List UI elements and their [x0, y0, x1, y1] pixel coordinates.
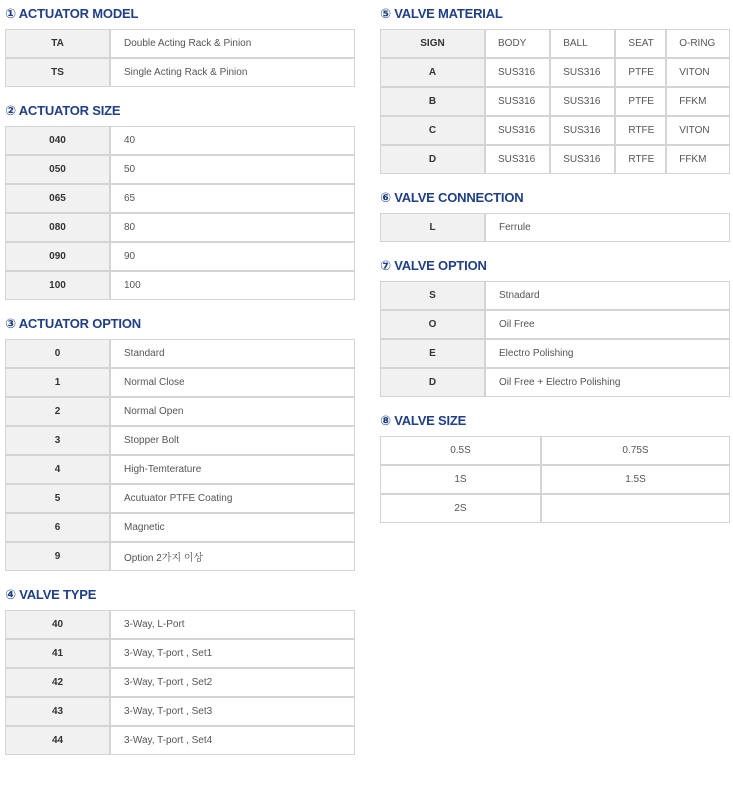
- code-cell: E: [380, 339, 485, 368]
- table-row: [5, 610, 355, 639]
- size-cell: 0.75S: [541, 436, 730, 465]
- ball-cell: SUS316: [550, 145, 615, 174]
- valve-size-table: [380, 436, 730, 523]
- body-cell: SUS316: [485, 58, 550, 87]
- desc-cell: Double Acting Rack & Pinion: [110, 29, 355, 58]
- table-row: [5, 271, 355, 300]
- desc-cell: Electro Polishing: [485, 339, 730, 368]
- desc-cell: Acutuator PTFE Coating: [110, 484, 355, 513]
- valve-type-table: [5, 610, 355, 755]
- actuator-option-table: [5, 339, 355, 571]
- valve-option-title: ⑦ VALVE OPTION: [380, 258, 487, 273]
- code-cell: 090: [5, 242, 110, 271]
- right-column: [380, 0, 730, 523]
- code-cell: L: [380, 213, 485, 242]
- desc-cell: Standard: [110, 339, 355, 368]
- valve-option-table: [380, 281, 730, 397]
- table-row: [5, 242, 355, 271]
- code-cell: 3: [5, 426, 110, 455]
- code-cell: 4: [5, 455, 110, 484]
- desc-cell: 90: [110, 242, 355, 271]
- table-header-row: [380, 29, 730, 58]
- code-cell: 5: [5, 484, 110, 513]
- table-row: [5, 368, 355, 397]
- ball-cell: SUS316: [550, 87, 615, 116]
- table-row: [380, 87, 730, 116]
- table-row: [5, 697, 355, 726]
- code-cell: 080: [5, 213, 110, 242]
- size-cell: 2S: [380, 494, 541, 523]
- code-cell: 41: [5, 639, 110, 668]
- table-row: [5, 484, 355, 513]
- table-row: [5, 155, 355, 184]
- size-cell: [541, 494, 730, 523]
- table-row: [380, 145, 730, 174]
- table-row: [5, 184, 355, 213]
- desc-cell: Magnetic: [110, 513, 355, 542]
- table-row: [380, 436, 730, 465]
- code-cell: 44: [5, 726, 110, 755]
- code-cell: D: [380, 368, 485, 397]
- desc-cell: 3-Way, T-port , Set3: [110, 697, 355, 726]
- left-column: [5, 0, 355, 755]
- desc-cell: Option 2가지 이상: [110, 542, 355, 571]
- table-row: [380, 281, 730, 310]
- size-cell: 1.5S: [541, 465, 730, 494]
- table-row: [380, 58, 730, 87]
- code-cell: TA: [5, 29, 110, 58]
- ball-cell: SUS316: [550, 116, 615, 145]
- table-row: [5, 213, 355, 242]
- desc-cell: High-Temterature: [110, 455, 355, 484]
- table-row: [5, 513, 355, 542]
- desc-cell: Normal Open: [110, 397, 355, 426]
- size-cell: 1S: [380, 465, 541, 494]
- table-row: [5, 726, 355, 755]
- table-row: [5, 126, 355, 155]
- table-row: [5, 668, 355, 697]
- code-cell: 6: [5, 513, 110, 542]
- table-row: [380, 339, 730, 368]
- table-row: [380, 494, 730, 523]
- desc-cell: 65: [110, 184, 355, 213]
- seat-cell: PTFE: [615, 87, 666, 116]
- size-cell: 0.5S: [380, 436, 541, 465]
- desc-cell: 3-Way, T-port , Set1: [110, 639, 355, 668]
- desc-cell: 80: [110, 213, 355, 242]
- actuator-size-title: ② ACTUATOR SIZE: [5, 103, 121, 118]
- code-cell: 9: [5, 542, 110, 571]
- ball-cell: SUS316: [550, 58, 615, 87]
- header-cell: BODY: [485, 29, 550, 58]
- seat-cell: PTFE: [615, 58, 666, 87]
- code-cell: 43: [5, 697, 110, 726]
- oring-cell: VITON: [666, 58, 730, 87]
- desc-cell: 100: [110, 271, 355, 300]
- body-cell: SUS316: [485, 116, 550, 145]
- table-row: [380, 465, 730, 494]
- actuator-model-title: ① ACTUATOR MODEL: [5, 6, 139, 21]
- table-row: [5, 639, 355, 668]
- desc-cell: Oil Free: [485, 310, 730, 339]
- header-cell: O-RING: [666, 29, 730, 58]
- desc-cell: Single Acting Rack & Pinion: [110, 58, 355, 87]
- table-row: [5, 455, 355, 484]
- valve-connection-title: ⑥ VALVE CONNECTION: [380, 190, 524, 205]
- code-cell: 050: [5, 155, 110, 184]
- table-row: [5, 339, 355, 368]
- table-row: [380, 116, 730, 145]
- desc-cell: 3-Way, T-port , Set2: [110, 668, 355, 697]
- oring-cell: FFKM: [666, 145, 730, 174]
- actuator-model-table: [5, 29, 355, 87]
- code-cell: 065: [5, 184, 110, 213]
- oring-cell: FFKM: [666, 87, 730, 116]
- code-cell: 42: [5, 668, 110, 697]
- table-row: [5, 397, 355, 426]
- code-cell: 0: [5, 339, 110, 368]
- code-cell: 100: [5, 271, 110, 300]
- table-row: [5, 426, 355, 455]
- valve-connection-table: [380, 213, 730, 242]
- desc-cell: 3-Way, T-port , Set4: [110, 726, 355, 755]
- code-cell: O: [380, 310, 485, 339]
- code-cell: 040: [5, 126, 110, 155]
- table-row: [380, 368, 730, 397]
- table-row: [380, 310, 730, 339]
- code-cell: 40: [5, 610, 110, 639]
- table-row: [5, 542, 355, 571]
- actuator-size-table: [5, 126, 355, 300]
- header-cell: SIGN: [380, 29, 485, 58]
- desc-cell: 50: [110, 155, 355, 184]
- valve-size-title: ⑧ VALVE SIZE: [380, 413, 467, 428]
- table-row: [5, 58, 355, 87]
- desc-cell: 3-Way, L-Port: [110, 610, 355, 639]
- actuator-option-title: ③ ACTUATOR OPTION: [5, 316, 141, 331]
- code-cell: S: [380, 281, 485, 310]
- valve-type-title: ④ VALVE TYPE: [5, 587, 97, 602]
- table-row: [380, 213, 730, 242]
- desc-cell: Stnadard: [485, 281, 730, 310]
- desc-cell: 40: [110, 126, 355, 155]
- header-cell: SEAT: [615, 29, 666, 58]
- oring-cell: VITON: [666, 116, 730, 145]
- valve-material-title: ⑤ VALVE MATERIAL: [380, 6, 503, 21]
- table-row: [5, 29, 355, 58]
- desc-cell: Oil Free + Electro Polishing: [485, 368, 730, 397]
- code-cell: A: [380, 58, 485, 87]
- seat-cell: RTFE: [615, 145, 666, 174]
- body-cell: SUS316: [485, 87, 550, 116]
- code-cell: D: [380, 145, 485, 174]
- body-cell: SUS316: [485, 145, 550, 174]
- header-cell: BALL: [550, 29, 615, 58]
- seat-cell: RTFE: [615, 116, 666, 145]
- desc-cell: Ferrule: [485, 213, 730, 242]
- code-cell: 2: [5, 397, 110, 426]
- code-cell: 1: [5, 368, 110, 397]
- code-cell: TS: [5, 58, 110, 87]
- valve-material-table: [380, 29, 730, 174]
- desc-cell: Stopper Bolt: [110, 426, 355, 455]
- desc-cell: Normal Close: [110, 368, 355, 397]
- code-cell: B: [380, 87, 485, 116]
- code-cell: C: [380, 116, 485, 145]
